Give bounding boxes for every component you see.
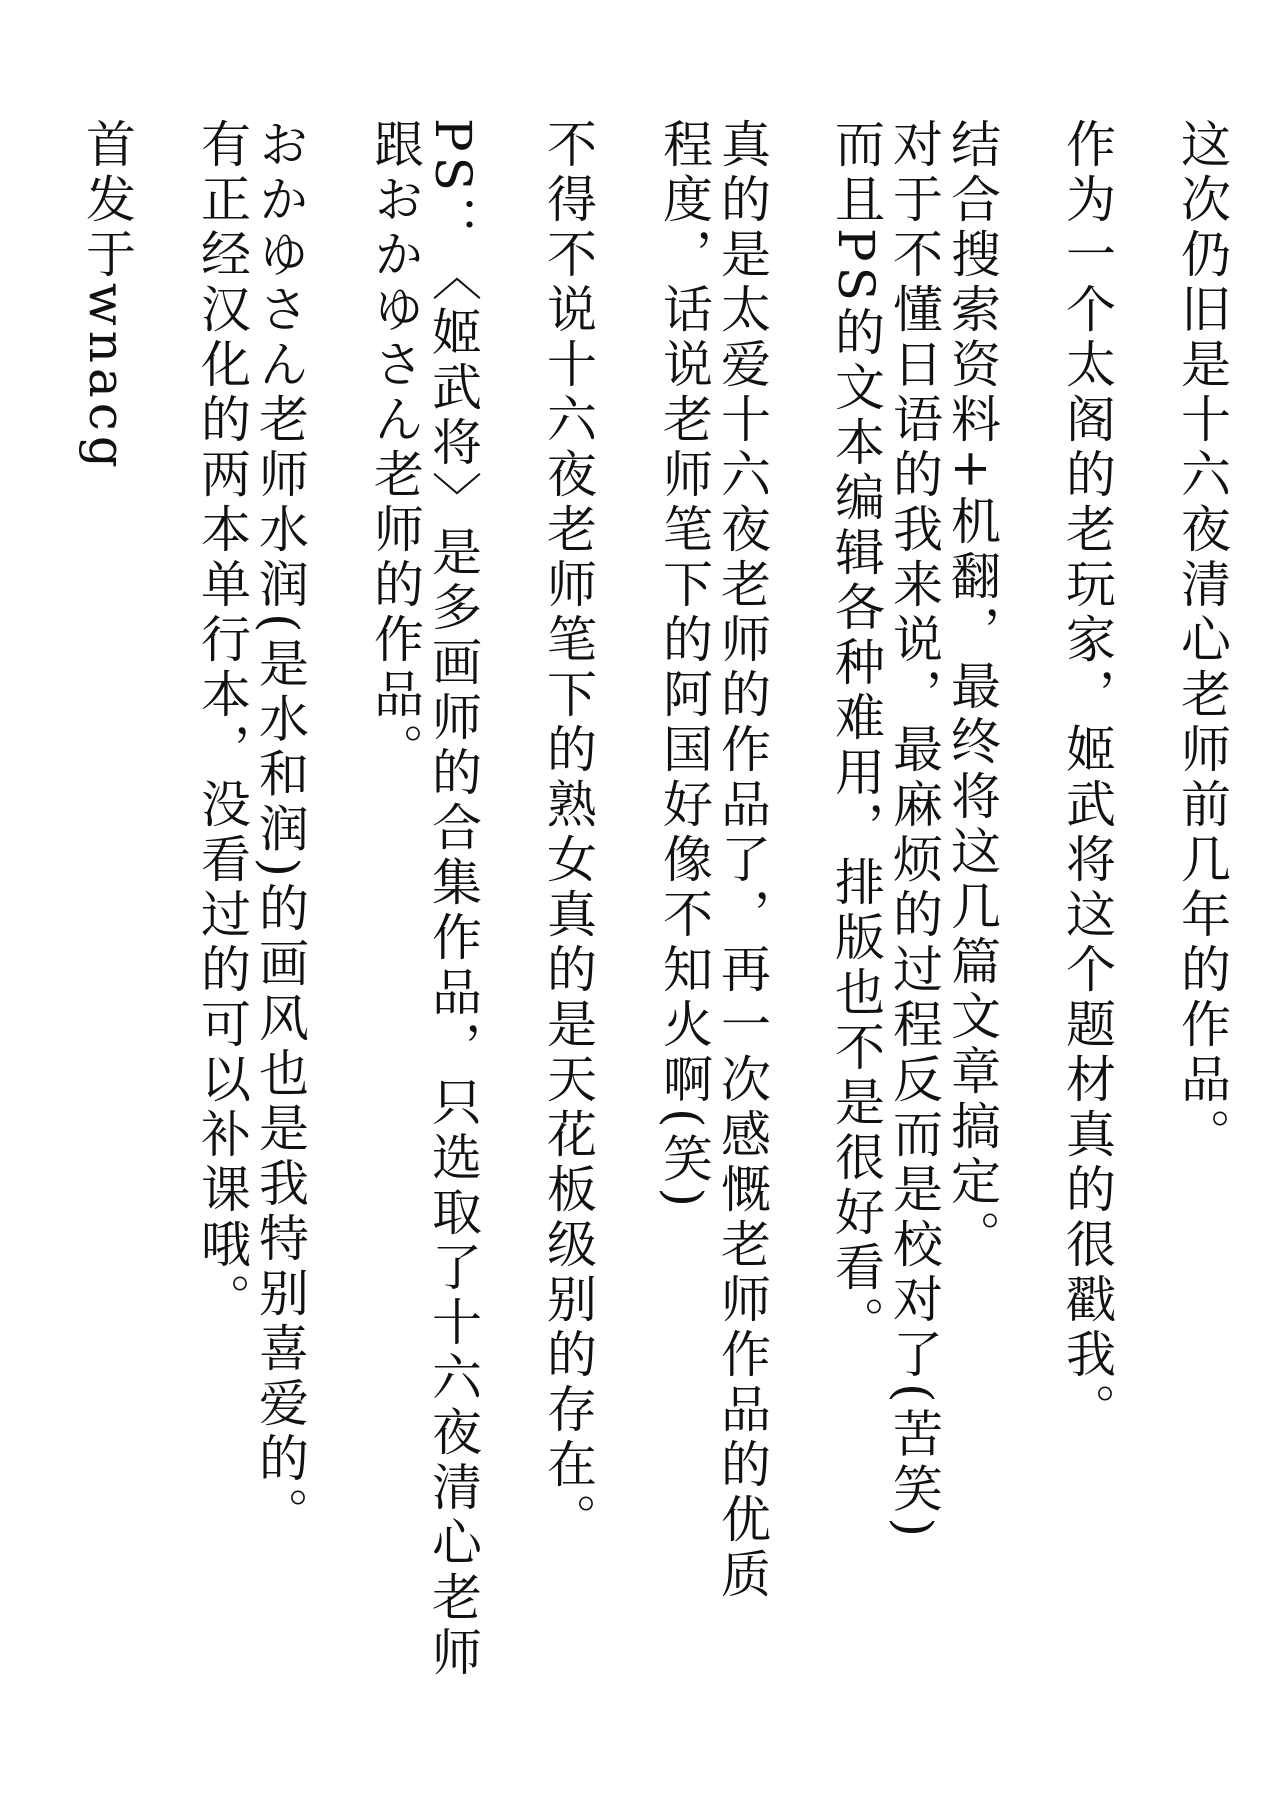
text-column-10: 跟おかゆさん老师的作品。 xyxy=(366,118,424,778)
text-column-1: 这次仍旧是十六夜清心老师前几年的作品。 xyxy=(1173,118,1231,1163)
text-column-2: 作为一个太阁的老玩家，姬武将这个题材真的很戳我。 xyxy=(1058,118,1116,1438)
text-column-11: おかゆさん老师水润(是水和润)的画风也是我特别喜爱的。 xyxy=(251,118,309,1543)
text-column-8: 不得不说十六夜老师笔下的熟女真的是天花板级别的存在。 xyxy=(539,118,597,1548)
text-column-7: 程度，话说老师笔下的阿国好像不知火啊(笑) xyxy=(655,118,713,1213)
text-column-13: 首发于wnacg xyxy=(78,118,136,473)
text-column-4: 对于不懂日语的我来说，最麻烦的过程反而是校对了(苦笑) xyxy=(885,118,943,1543)
text-column-12: 有正经汉化的两本单行本，没看过的可以补课哦。 xyxy=(193,118,251,1328)
text-column-5: 而且PS的文本编辑各种难用，排版也不是很好看。 xyxy=(827,118,885,1351)
text-column-9: PS：〈姬武将〉是多画师的合集作品，只选取了十六夜清心老师 xyxy=(424,118,482,1681)
text-column-6: 真的是太爱十六夜老师的作品了，再一次感慨老师作品的优质 xyxy=(713,118,771,1603)
text-column-3: 结合搜索资料+机翻，最终将这几篇文章搞定。 xyxy=(943,118,1001,1265)
